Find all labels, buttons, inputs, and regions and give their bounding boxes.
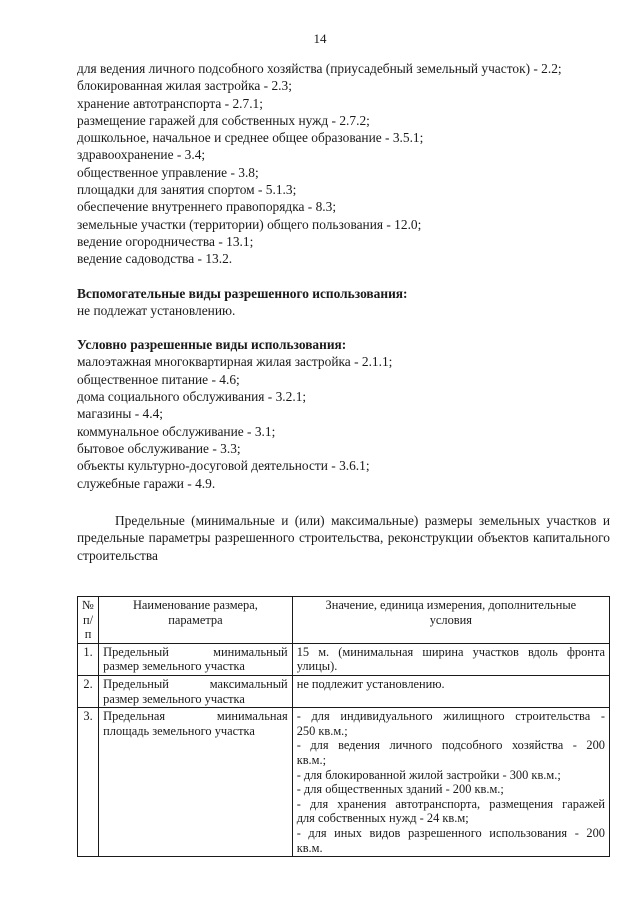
- list-item: дошкольное, начальное и среднее общее образование - 3.5.1;: [77, 130, 424, 146]
- list-item: ведение садоводства - 13.2.: [77, 251, 233, 267]
- header-text: параметра: [168, 612, 223, 627]
- page-number: 14: [313, 31, 327, 46]
- list-item: хранение автотранспорта - 2.7.1;: [77, 95, 263, 111]
- list-item: магазины - 4.4;: [77, 406, 163, 422]
- list-item: площадки для занятия спортом - 5.1.3;: [77, 182, 297, 198]
- table-header-row: [78, 597, 610, 644]
- row-value-line: 15 м. (минимальная ширина участков вдоль фронта: [296, 644, 605, 659]
- row-value-line: - для ведения личного подсобного хозяйства - 200: [296, 738, 605, 753]
- list-item: коммунальное обслуживание - 3.1;: [77, 423, 276, 439]
- list-item: объекты культурно-досуговой деятельности - 3.6.1;: [77, 458, 370, 474]
- row-name-line: Предельный максимальный: [103, 676, 288, 691]
- conditional-uses-section: [77, 336, 610, 492]
- row-number: 2.: [78, 675, 99, 707]
- list-item: дома социального обслуживания - 3.2.1;: [77, 389, 307, 405]
- row-name-line: Предельный минимальный: [103, 644, 288, 659]
- row-name-line: размер земельного участка: [103, 659, 245, 674]
- list-item: земельные участки (территории) общего пользования - 12.0;: [77, 216, 422, 232]
- header-num: [78, 597, 99, 644]
- row-value: [292, 675, 609, 707]
- auxiliary-uses-section: [77, 285, 610, 320]
- row-number: 3.: [78, 708, 99, 857]
- list-item: служебные гаражи - 4.9.: [77, 475, 216, 491]
- section-heading: Условно разрешенные виды использования:: [77, 337, 347, 353]
- list-item: блокированная жилая застройка - 2.3;: [77, 78, 292, 94]
- row-value: [292, 643, 609, 675]
- row-value-line: кв.м.;: [296, 752, 327, 767]
- header-text: Значение, единица измерения, дополнительные: [325, 598, 577, 612]
- row-name: [99, 643, 293, 675]
- row-value-line: - для общественных зданий - 200 кв.м.;: [296, 782, 504, 797]
- header-text: п/п: [83, 612, 94, 642]
- row-value-line: 250 кв.м.;: [296, 723, 348, 738]
- list-item: общественное питание - 4.6;: [77, 371, 240, 387]
- document-body: [77, 60, 610, 565]
- permitted-uses-list: [77, 60, 610, 268]
- list-item: ведение огородничества - 13.1;: [77, 233, 254, 249]
- header-value: [292, 597, 609, 644]
- list-item: размещение гаражей для собственных нужд - 2.7.2;: [77, 112, 370, 128]
- row-name-line: Предельная минимальная: [103, 709, 288, 724]
- list-item: общественное управление - 3.8;: [77, 164, 259, 180]
- table-row: [78, 675, 610, 707]
- row-value-line: - для хранения автотранспорта, размещения гаражей: [296, 796, 605, 811]
- limits-paragraph: Предельные (минимальные и (или) максимальные) размеры земельных участков и предельные параметры разрешенного строительства, реконструкции объектов капитального строительства: [77, 512, 610, 564]
- header-name: [99, 597, 293, 644]
- table-row: [78, 643, 610, 675]
- row-value-line: не подлежит установлению.: [296, 676, 445, 691]
- section-text: не подлежат установлению.: [77, 302, 236, 318]
- section-heading: Вспомогательные виды разрешенного использования:: [77, 285, 408, 301]
- table-row: [78, 708, 610, 857]
- header-text: Наименование размера,: [132, 598, 258, 612]
- row-value-line: - для индивидуального жилищного строительства -: [296, 709, 605, 724]
- list-item: обеспечение внутреннего правопорядка - 8.3;: [77, 199, 337, 215]
- parameters-table: [77, 596, 610, 857]
- row-name: [99, 708, 293, 857]
- list-item: для ведения личного подсобного хозяйства (приусадебный земельный участок) - 2.2;: [77, 61, 562, 76]
- header-text: условия: [429, 612, 472, 627]
- row-value-line: - для блокированной жилой застройки - 300 кв.м.;: [296, 767, 561, 782]
- row-value-line: для собственных нужд - 24 кв.м;: [296, 811, 469, 826]
- row-name-line: размер земельного участка: [103, 691, 245, 706]
- row-number: 1.: [78, 643, 99, 675]
- row-name: [99, 675, 293, 707]
- header-text: №: [82, 598, 94, 612]
- row-value-line: улицы).: [296, 659, 338, 674]
- row-name-line: площадь земельного участка: [103, 723, 255, 738]
- row-value-line: - для иных видов разрешенного использования - 200: [296, 825, 605, 840]
- list-item: здравоохранение - 3.4;: [77, 147, 206, 163]
- row-value-line: кв.м.: [296, 840, 323, 855]
- row-value: [292, 708, 609, 857]
- list-item: малоэтажная многоквартирная жилая застройка - 2.1.1;: [77, 354, 393, 370]
- list-item: бытовое обслуживание - 3.3;: [77, 440, 241, 456]
